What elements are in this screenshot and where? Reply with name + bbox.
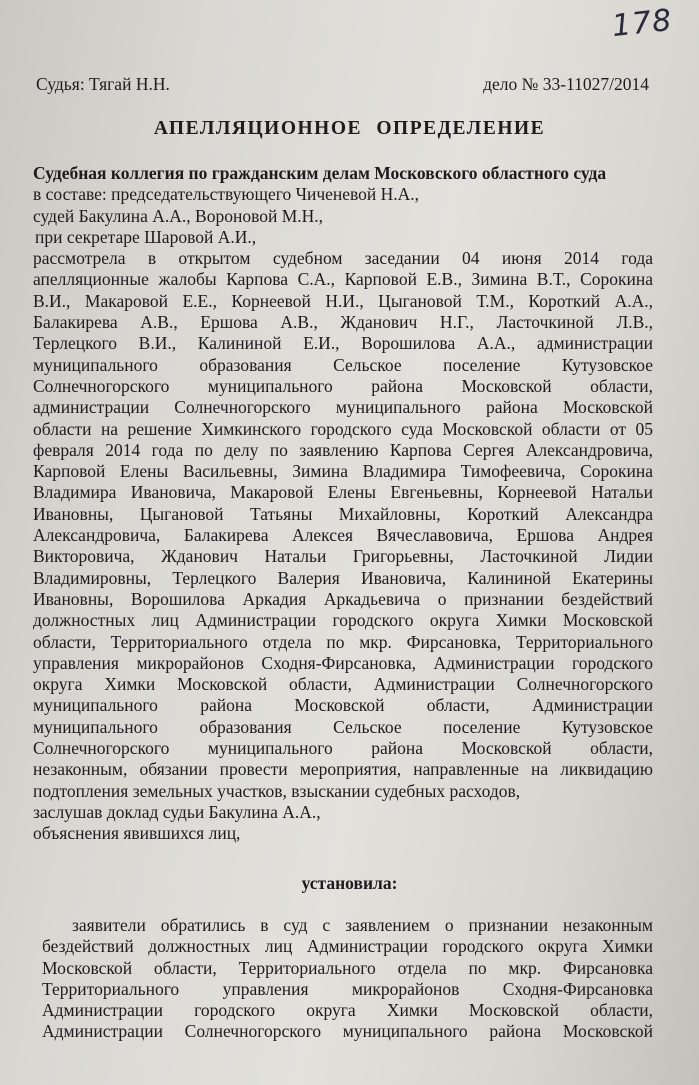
text-line: Карповой Елены Васильевны, Зимина Владимира Тимофеевича, Сорокина bbox=[33, 461, 653, 482]
findings-paragraph bbox=[42, 915, 653, 1043]
text-line: Солнечногорского муниципального района Московской области, bbox=[33, 375, 653, 396]
court-line: Судебная коллегия по гражданским делам Московского областного суда bbox=[33, 163, 607, 183]
intro-paragraph bbox=[33, 163, 653, 845]
text-line: Ивановны, Цыгановой Татьяны Михайловны, Короткий Александра bbox=[33, 503, 653, 524]
text-line: муниципального образования Сельское поселение Кутузовское bbox=[33, 354, 653, 375]
text-line: Викторовича, Жданович Натальи Григорьевны, Ласточкиной Лидии bbox=[33, 546, 653, 567]
text-line: Солнечногорского муниципального района Московской области, bbox=[33, 738, 653, 759]
section-heading: установила: bbox=[301, 873, 398, 893]
text-line: апелляционные жалобы Карпова С.А., Карповой Е.В., Зимина В.Т., Сорокина bbox=[33, 269, 653, 290]
text-line: муниципального образования Сельское поселение Кутузовское bbox=[33, 716, 653, 737]
text-line: Балакирева А.В., Ершова А.В., Жданович Н.Г., Ласточкиной Л.В., bbox=[33, 312, 653, 333]
text-line: Владимира Ивановича, Макаровой Елены Евгеньевны, Корнеевой Натальи bbox=[33, 482, 653, 503]
text-line: заявители обратились в суд с заявлением о признании незаконным bbox=[72, 915, 653, 935]
text-line: Администрации Солнечногорского муниципального района Московской bbox=[42, 1021, 653, 1042]
text-line: Александровича, Балакирева Алексея Вячеславовича, Ершова Андрея bbox=[33, 525, 653, 546]
text-line: при секретаре Шаровой А.И., bbox=[35, 226, 257, 247]
text-line: Терлецкого В.И., Калининой Е.И., Ворошилова А.А., администрации bbox=[33, 333, 653, 354]
text-line: рассмотрела в открытом судебном заседании 04 июня 2014 года bbox=[33, 248, 653, 269]
document-title: АПЕЛЛЯЦИОННОЕ ОПРЕДЕЛЕНИЕ bbox=[153, 118, 546, 139]
text-line: судей Бакулина А.А., Вороновой М.Н., bbox=[33, 205, 324, 226]
text-line: Московской области, Территориального отдела по мкр. Фирсановка bbox=[42, 957, 653, 978]
text-line: заслушав доклад судьи Бакулина А.А., bbox=[33, 801, 321, 822]
judge-line: Судья: Тягай Н.Н. bbox=[36, 74, 170, 94]
text-line: объяснения явившихся лиц, bbox=[33, 823, 241, 844]
text-line: бездействий должностных лиц Администрации городского округа Химки bbox=[42, 936, 653, 957]
text-line: В.И., Макаровой Е.Е., Корнеевой Н.И., Цыгановой Т.М., Короткий А.А., bbox=[33, 290, 653, 311]
text-line: февраля 2014 года по делу по заявлению Карпова Сергея Александровича, bbox=[33, 439, 653, 460]
text-line: Ивановны, Ворошилова Аркадия Аркадьевича о признании бездействий bbox=[33, 588, 653, 609]
text-line: области, Территориального отдела по мкр. Фирсановка, Территориального bbox=[33, 631, 653, 652]
handwritten-page-number: 178 bbox=[610, 2, 674, 45]
text-line: администрации Солнечногорского муниципального района Московской bbox=[33, 397, 653, 418]
text-line: в составе: председательствующего Чиченевой Н.А., bbox=[33, 184, 420, 205]
text-line: области на решение Химкинского городского суда Московской области от 05 bbox=[33, 418, 653, 439]
text-line: округа Химки Московской области, Администрации Солнечногорского bbox=[33, 674, 653, 695]
text-line: незаконным, обязании провести мероприятия, направленные на ликвидацию bbox=[33, 759, 653, 780]
text-line: управления микрорайонов Сходня-Фирсановка, Администрации городского bbox=[33, 652, 653, 673]
text-line: подтопления земельных участков, взыскании судебных расходов, bbox=[33, 780, 521, 801]
text-line: муниципального района Московской области, Администрации bbox=[33, 695, 653, 716]
text-line: Владимировны, Терлецкого Валерия Ивановича, Калининой Екатерины bbox=[33, 567, 653, 588]
text-line: Территориального управления микрорайонов Сходня-Фирсановка bbox=[42, 978, 653, 999]
case-number: дело № 33-11027/2014 bbox=[483, 74, 649, 94]
text-line: Администрации городского округа Химки Московской области, bbox=[42, 1000, 653, 1021]
text-line: должностных лиц Администрации городского округа Химки Московской bbox=[33, 610, 653, 631]
